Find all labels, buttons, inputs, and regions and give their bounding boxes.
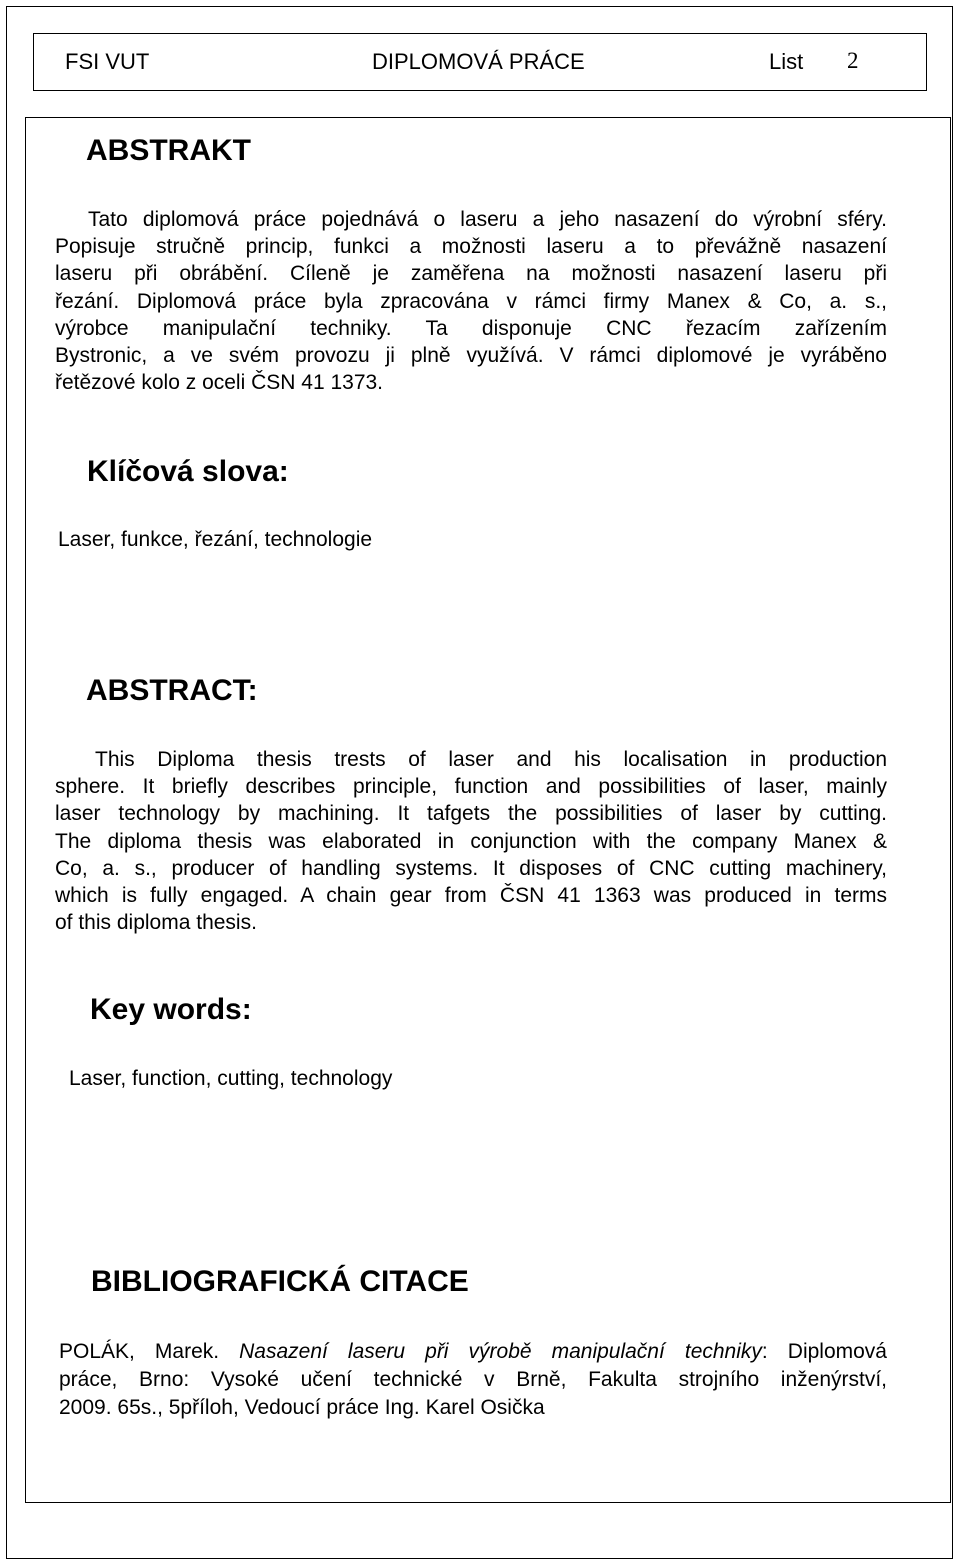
citation-heading: BIBLIOGRAFICKÁ CITACE — [91, 1265, 469, 1298]
keywords-cz-heading: Klíčová slova: — [87, 455, 289, 488]
abstract-en-line: of this diploma thesis. — [55, 911, 257, 935]
citation-paragraph — [59, 1338, 887, 1422]
abstract-en-line: sphere. It briefly describes principle, function and possibilities of laser, mainly — [55, 775, 887, 799]
abstract-en-line: This Diploma thesis trests of laser and his localisation in production — [95, 748, 887, 771]
header-page-number: 2 — [847, 48, 859, 73]
abstract-cz-line: laseru při obrábění. Cíleně je zaměřena na možnosti nasazení laseru při — [55, 262, 887, 286]
abstract-en-line: The diploma thesis was elaborated in conjunction with the company Manex & — [55, 829, 887, 853]
abstract-cz-heading: ABSTRAKT — [86, 134, 251, 167]
keywords-cz-text: Laser, funkce, řezání, technologie — [58, 528, 373, 551]
abstract-en-heading: ABSTRACT: — [86, 674, 258, 707]
keywords-en-heading: Key words: — [90, 993, 252, 1026]
citation-line-1 — [59, 1338, 887, 1366]
abstract-cz-line: výrobce manipulační techniky. Ta disponuje CNC řezacím zařízením — [55, 316, 887, 340]
abstract-cz-line: Tato diplomová práce pojednává o laseru a jeho nasazení do výrobní sféry. — [88, 208, 887, 231]
header-list-label: List — [769, 49, 804, 74]
abstract-cz-line: Bystronic, a ve svém provozu ji plně využívá. V rámci diplomové je vyráběno — [55, 343, 887, 367]
abstract-cz-paragraph — [55, 206, 887, 396]
abstract-en-line: which is fully engaged. A chain gear from ČSN 41 1363 was produced in terms — [55, 883, 887, 907]
abstract-cz-line: Popisuje stručně princip, funkci a možnosti laseru a to převážně nasazení — [55, 235, 887, 259]
keywords-en-text: Laser, function, cutting, technology — [69, 1067, 393, 1090]
abstract-en-line: Co, a. s., producer of handling systems. It disposes of CNC cutting machinery, — [55, 856, 887, 880]
header-faculty: FSI VUT — [65, 49, 150, 74]
abstract-en-line: laser technology by machining. It tafgets the possibilities of laser by cutting. — [55, 802, 887, 826]
citation-details: : Diplomová — [761, 1340, 887, 1363]
abstract-cz-line: řetězové kolo z oceli ČSN 41 1373. — [55, 371, 384, 395]
header-document-type: DIPLOMOVÁ PRÁCE — [372, 49, 585, 74]
citation-line-3: 2009. 65s., 5příloh, Vedoucí práce Ing. Karel Osička — [59, 1396, 545, 1419]
abstract-en-paragraph — [55, 746, 887, 936]
abstract-cz-line: řezání. Diplomová práce byla zpracována v rámci firmy Manex & Co, a. s., — [55, 289, 887, 313]
citation-title: Nasazení laseru při výrobě manipulační techniky — [239, 1340, 762, 1363]
citation-author: POLÁK, Marek. — [59, 1340, 240, 1363]
citation-line-2: práce, Brno: Vysoké učení technické v Brně, Fakulta strojního inženýrství, — [59, 1368, 887, 1391]
